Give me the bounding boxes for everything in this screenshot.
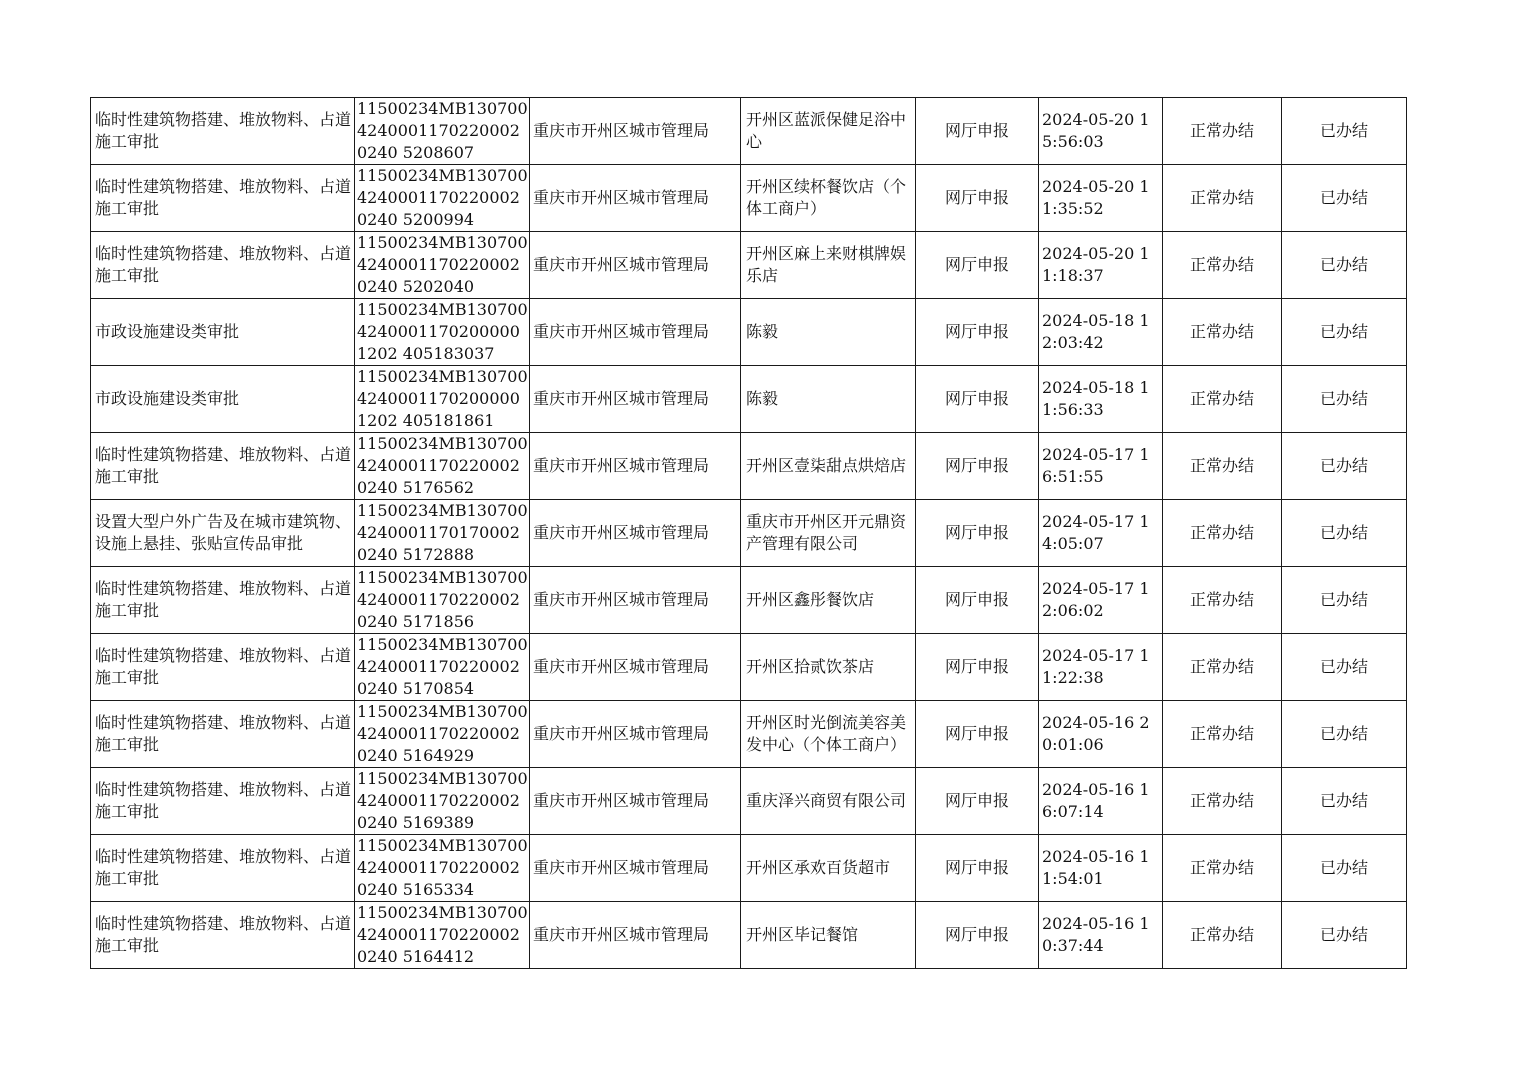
result-cell: 正常办结 — [1163, 232, 1282, 299]
result-cell: 正常办结 — [1163, 433, 1282, 500]
completion-time-cell: 2024-05-20 11:18:37 — [1039, 232, 1163, 299]
applicant-cell: 重庆泽兴商贸有限公司 — [741, 768, 916, 835]
submission-mode-cell: 网厅申报 — [916, 165, 1039, 232]
approval-item-cell: 临时性建筑物搭建、堆放物料、占道施工审批 — [91, 232, 355, 299]
submission-mode-cell: 网厅申报 — [916, 701, 1039, 768]
submission-mode-cell: 网厅申报 — [916, 366, 1039, 433]
case-number-cell: 11500234MB13070042400011702200020240 5176562 — [355, 433, 530, 500]
completion-time-cell: 2024-05-16 11:54:01 — [1039, 835, 1163, 902]
status-cell: 已办结 — [1282, 299, 1407, 366]
result-cell: 正常办结 — [1163, 366, 1282, 433]
case-number-cell: 11500234MB13070042400011702200020240 5164412 — [355, 902, 530, 969]
department-cell: 重庆市开州区城市管理局 — [530, 299, 741, 366]
applicant-cell: 开州区壹柒甜点烘焙店 — [741, 433, 916, 500]
case-number-cell: 11500234MB13070042400011702200020240 5171856 — [355, 567, 530, 634]
status-cell: 已办结 — [1282, 567, 1407, 634]
table-row — [91, 902, 1407, 969]
approval-item-cell: 临时性建筑物搭建、堆放物料、占道施工审批 — [91, 433, 355, 500]
completion-time-cell: 2024-05-18 12:03:42 — [1039, 299, 1163, 366]
submission-mode-cell: 网厅申报 — [916, 902, 1039, 969]
case-number-cell: 11500234MB13070042400011702200020240 5208607 — [355, 98, 530, 165]
case-number-cell: 11500234MB13070042400011702200020240 5164929 — [355, 701, 530, 768]
table-row — [91, 567, 1407, 634]
table-row — [91, 634, 1407, 701]
status-cell: 已办结 — [1282, 634, 1407, 701]
approval-item-cell: 临时性建筑物搭建、堆放物料、占道施工审批 — [91, 835, 355, 902]
table-row — [91, 366, 1407, 433]
submission-mode-cell: 网厅申报 — [916, 299, 1039, 366]
approval-item-cell: 临时性建筑物搭建、堆放物料、占道施工审批 — [91, 701, 355, 768]
status-cell: 已办结 — [1282, 433, 1407, 500]
department-cell: 重庆市开州区城市管理局 — [530, 634, 741, 701]
completion-time-cell: 2024-05-17 16:51:55 — [1039, 433, 1163, 500]
result-cell: 正常办结 — [1163, 98, 1282, 165]
applicant-cell: 开州区承欢百货超市 — [741, 835, 916, 902]
approval-item-cell: 临时性建筑物搭建、堆放物料、占道施工审批 — [91, 768, 355, 835]
table-row — [91, 165, 1407, 232]
completion-time-cell: 2024-05-17 14:05:07 — [1039, 500, 1163, 567]
records-table — [90, 97, 1407, 969]
records-body — [91, 98, 1407, 969]
case-number-cell: 11500234MB13070042400011701700020240 5172888 — [355, 500, 530, 567]
department-cell: 重庆市开州区城市管理局 — [530, 835, 741, 902]
result-cell: 正常办结 — [1163, 500, 1282, 567]
status-cell: 已办结 — [1282, 165, 1407, 232]
result-cell: 正常办结 — [1163, 567, 1282, 634]
completion-time-cell: 2024-05-16 16:07:14 — [1039, 768, 1163, 835]
department-cell: 重庆市开州区城市管理局 — [530, 165, 741, 232]
result-cell: 正常办结 — [1163, 835, 1282, 902]
approval-item-cell: 临时性建筑物搭建、堆放物料、占道施工审批 — [91, 902, 355, 969]
department-cell: 重庆市开州区城市管理局 — [530, 98, 741, 165]
table-row — [91, 768, 1407, 835]
department-cell: 重庆市开州区城市管理局 — [530, 366, 741, 433]
table-row — [91, 701, 1407, 768]
case-number-cell: 11500234MB13070042400011702000001202 405183037 — [355, 299, 530, 366]
applicant-cell: 开州区蓝派保健足浴中心 — [741, 98, 916, 165]
applicant-cell: 开州区毕记餐馆 — [741, 902, 916, 969]
applicant-cell: 开州区时光倒流美容美发中心（个体工商户） — [741, 701, 916, 768]
table-row — [91, 98, 1407, 165]
submission-mode-cell: 网厅申报 — [916, 634, 1039, 701]
table-row — [91, 500, 1407, 567]
submission-mode-cell: 网厅申报 — [916, 835, 1039, 902]
approval-item-cell: 临时性建筑物搭建、堆放物料、占道施工审批 — [91, 165, 355, 232]
submission-mode-cell: 网厅申报 — [916, 500, 1039, 567]
applicant-cell: 开州区续杯餐饮店（个体工商户） — [741, 165, 916, 232]
completion-time-cell: 2024-05-18 11:56:33 — [1039, 366, 1163, 433]
submission-mode-cell: 网厅申报 — [916, 232, 1039, 299]
result-cell: 正常办结 — [1163, 165, 1282, 232]
case-number-cell: 11500234MB13070042400011702200020240 5165334 — [355, 835, 530, 902]
department-cell: 重庆市开州区城市管理局 — [530, 232, 741, 299]
applicant-cell: 开州区鑫彤餐饮店 — [741, 567, 916, 634]
status-cell: 已办结 — [1282, 98, 1407, 165]
submission-mode-cell: 网厅申报 — [916, 768, 1039, 835]
case-number-cell: 11500234MB13070042400011702000001202 405181861 — [355, 366, 530, 433]
status-cell: 已办结 — [1282, 500, 1407, 567]
department-cell: 重庆市开州区城市管理局 — [530, 500, 741, 567]
result-cell: 正常办结 — [1163, 299, 1282, 366]
department-cell: 重庆市开州区城市管理局 — [530, 768, 741, 835]
status-cell: 已办结 — [1282, 835, 1407, 902]
status-cell: 已办结 — [1282, 701, 1407, 768]
approval-item-cell: 临时性建筑物搭建、堆放物料、占道施工审批 — [91, 634, 355, 701]
status-cell: 已办结 — [1282, 366, 1407, 433]
applicant-cell: 开州区麻上来财棋牌娱乐店 — [741, 232, 916, 299]
department-cell: 重庆市开州区城市管理局 — [530, 567, 741, 634]
approval-item-cell: 临时性建筑物搭建、堆放物料、占道施工审批 — [91, 567, 355, 634]
submission-mode-cell: 网厅申报 — [916, 567, 1039, 634]
approval-item-cell: 临时性建筑物搭建、堆放物料、占道施工审批 — [91, 98, 355, 165]
case-number-cell: 11500234MB13070042400011702200020240 5200994 — [355, 165, 530, 232]
completion-time-cell: 2024-05-17 11:22:38 — [1039, 634, 1163, 701]
submission-mode-cell: 网厅申报 — [916, 98, 1039, 165]
department-cell: 重庆市开州区城市管理局 — [530, 902, 741, 969]
table-row — [91, 433, 1407, 500]
applicant-cell: 陈毅 — [741, 366, 916, 433]
approval-item-cell: 市政设施建设类审批 — [91, 299, 355, 366]
applicant-cell: 开州区拾贰饮茶店 — [741, 634, 916, 701]
department-cell: 重庆市开州区城市管理局 — [530, 433, 741, 500]
case-number-cell: 11500234MB13070042400011702200020240 5202040 — [355, 232, 530, 299]
table-row — [91, 835, 1407, 902]
status-cell: 已办结 — [1282, 232, 1407, 299]
completion-time-cell: 2024-05-20 15:56:03 — [1039, 98, 1163, 165]
result-cell: 正常办结 — [1163, 768, 1282, 835]
submission-mode-cell: 网厅申报 — [916, 433, 1039, 500]
table-row — [91, 232, 1407, 299]
applicant-cell: 重庆市开州区开元鼎资产管理有限公司 — [741, 500, 916, 567]
status-cell: 已办结 — [1282, 768, 1407, 835]
completion-time-cell: 2024-05-16 20:01:06 — [1039, 701, 1163, 768]
completion-time-cell: 2024-05-17 12:06:02 — [1039, 567, 1163, 634]
result-cell: 正常办结 — [1163, 902, 1282, 969]
approval-item-cell: 设置大型户外广告及在城市建筑物、设施上悬挂、张贴宣传品审批 — [91, 500, 355, 567]
department-cell: 重庆市开州区城市管理局 — [530, 701, 741, 768]
case-number-cell: 11500234MB13070042400011702200020240 5170854 — [355, 634, 530, 701]
applicant-cell: 陈毅 — [741, 299, 916, 366]
status-cell: 已办结 — [1282, 902, 1407, 969]
result-cell: 正常办结 — [1163, 634, 1282, 701]
completion-time-cell: 2024-05-20 11:35:52 — [1039, 165, 1163, 232]
case-number-cell: 11500234MB13070042400011702200020240 5169389 — [355, 768, 530, 835]
approval-item-cell: 市政设施建设类审批 — [91, 366, 355, 433]
result-cell: 正常办结 — [1163, 701, 1282, 768]
completion-time-cell: 2024-05-16 10:37:44 — [1039, 902, 1163, 969]
table-row — [91, 299, 1407, 366]
